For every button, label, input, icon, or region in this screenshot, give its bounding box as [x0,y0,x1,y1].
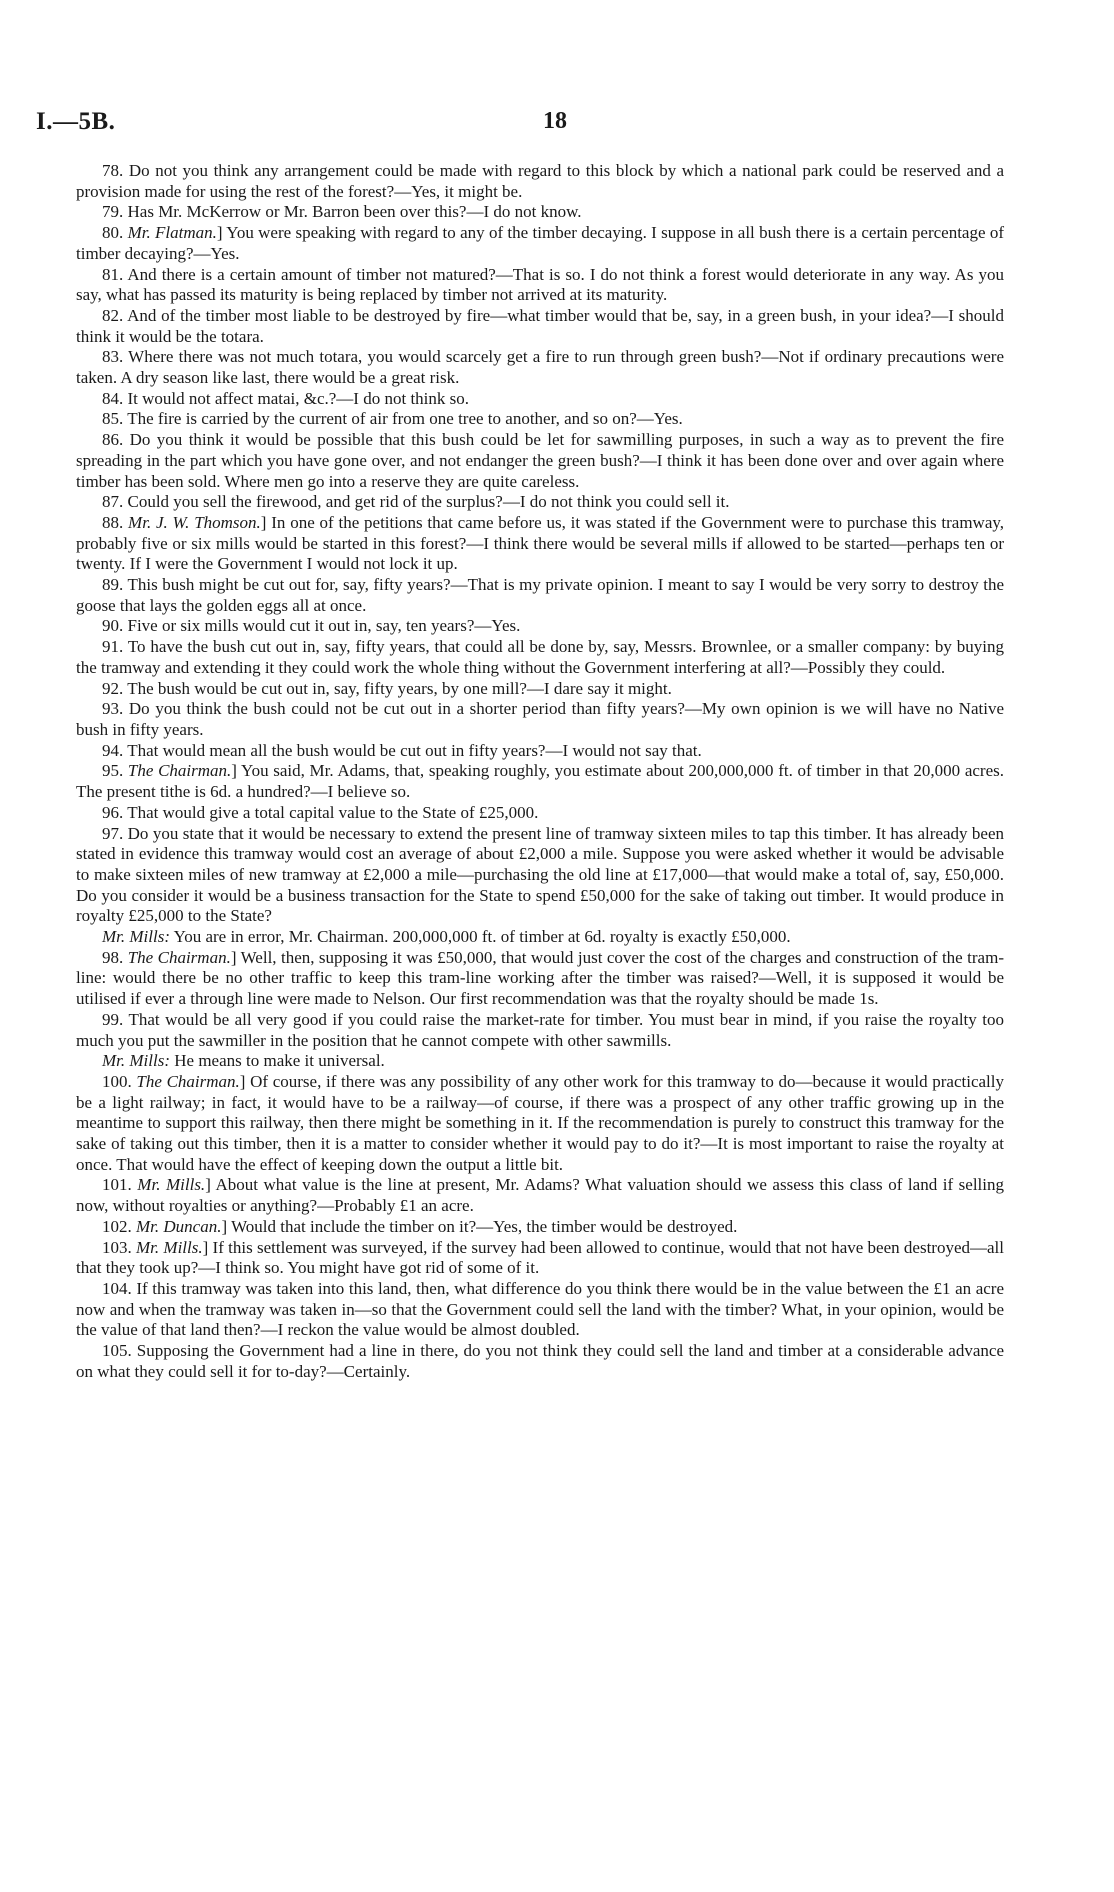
paragraph-text: 81. And there is a certain amount of timber not matured?—That is so. I do not think a forest would deteriorate in any way. As you say, what has passed its maturity is being replaced by timber not arrived at its maturity. [76,264,1004,305]
paragraph [76,389,1004,410]
paragraph [76,927,1004,948]
paragraph [76,492,1004,513]
paragraph [76,347,1004,388]
paragraph [76,1010,1004,1051]
paragraph-text: 105. Supposing the Government had a line in there, do you not think they could sell the land and timber at a considerable advance on what they could sell it for to-day?—Certainly. [76,1341,1004,1381]
paragraph-text: 97. Do you state that it would be necessary to extend the present line of tramway sixteen miles to tap this timber. It has already been stated in evidence this tramway would cost an average of about £2,000 a mile. Suppose you were asked whether it would be advisable to make sixteen miles of new tramway at £2,000 a mile—purchasing the old line at £17,000—that would make a total of, say, £50,000. Do you consider it would be a business transaction for the State to spend £50,000 for the sake of taking out timber. It would produce in royalty £25,000 to the State? [76,823,1004,926]
paragraph-text: ] About what value is the line at present, Mr. Adams? What valuation should we assess this class of land if selling now, without royalties or anything?—Probably £1 an acre. [76,1175,1004,1216]
page-header [36,108,1076,138]
paragraph-text: ] You were speaking with regard to any of the timber decaying. I suppose in all bush there is a certain percentage of timber decaying?—Yes. [76,223,1005,263]
paragraph [76,1279,1004,1341]
paragraph-text: 96. That would give a total capital value to the State of £25,000. [102,802,539,822]
paragraph-text: ] Of course, if there was any possibility of any other work for this tramway to do—because it would practically be a light railway; in fact, it would have to be a railway—of course, if there was a prospect of any other traffic growing up in the meantime to support this railway, then there might be something in it. If the recommendation is purely to construct this tramway for the sake of taking out this timber, then it is a matter to consider whether it would pay to do it?—It is most important to raise the royalty at once. That would have the effect of keeping down the output a little bit. [76,1071,1004,1174]
paragraph [76,409,1004,430]
paragraph-text: 87. Could you sell the firewood, and get rid of the surplus?—I do not think you could sell it. [102,492,730,512]
document-reference: I.—5B. [36,108,116,135]
speaker-name: Mr. Mills: [102,927,170,947]
paragraph [76,223,1004,264]
paragraph-text: 84. It would not affect matai, &c.?—I do not think so. [102,388,470,408]
speaker-name: The Chairman. [136,1071,240,1091]
paragraph [76,761,1004,802]
paragraph [76,637,1004,678]
paragraph-number: 100. [102,1071,137,1091]
paragraph-text: 83. Where there was not much totara, you would scarcely get a fire to run through green bush?—Not if ordinary precautions were taken. A dry season like last, there would be a great risk. [76,347,1004,388]
paragraph [76,306,1004,347]
paragraph [76,513,1004,575]
paragraph [76,741,1004,762]
paragraph-text: 82. And of the timber most liable to be destroyed by fire—what timber would that be, say, in a green bush, in your idea?—I should think it would be the totara. [76,305,1004,346]
paragraph [76,1217,1004,1238]
paragraph-text: ] In one of the petitions that came before us, it was stated if the Government were to purchase this tramway, probably five or six mills would be started in this forest?—I think there would be several mills if allowed to be started—perhaps ten or twenty. If I were the Government I would not lock it up. [76,512,1005,574]
speaker-name: Mr. Mills. [137,1175,206,1195]
paragraph-text: 79. Has Mr. McKerrow or Mr. Barron been over this?—I do not know. [102,202,582,222]
speaker-name: The Chairman. [127,761,232,781]
speaker-name: Mr. Mills: [102,1051,170,1071]
paragraph [76,699,1004,740]
speaker-name: Mr. Flatman. [127,223,217,243]
speaker-name: Mr. Mills. [136,1237,203,1257]
paragraph [76,948,1004,1010]
speaker-name: Mr. J. W. Thomson. [128,512,261,532]
paragraph [76,1175,1004,1216]
paragraph-text: 94. That would mean all the bush would be cut out in fifty years?—I would not say that. [102,740,702,760]
paragraph-number: 98. [102,947,128,967]
paragraph-number: 88. [102,512,129,532]
paragraph-text: ] Would that include the timber on it?—Yes, the timber would be destroyed. [221,1216,738,1236]
paragraph-text: 92. The bush would be cut out in, say, fifty years, by one mill?—I dare say it might. [102,678,672,698]
paragraph [76,1072,1004,1176]
paragraph [76,824,1004,928]
speaker-name: Mr. Duncan. [136,1216,222,1236]
paragraph-number: 80. [102,223,128,243]
paragraph [76,1341,1004,1382]
paragraph [76,265,1004,306]
paragraph-text: 86. Do you think it would be possible that this bush could be let for sawmilling purposes, in such a way as to prevent the fire spreading in the part which you have gone over, and not endanger the green bush?—I think it has been done over and over again where timber has been sold. Where men go into a reserve they are quite careless. [76,430,1004,491]
paragraph [76,430,1004,492]
paragraph-text: 90. Five or six mills would cut it out in, say, ten years?—Yes. [102,616,521,636]
paragraph [76,616,1004,637]
paragraph [76,803,1004,824]
paragraph-number: 95. [102,761,128,781]
paragraph-number: 103. [102,1237,137,1257]
paragraph-text: ] If this settlement was surveyed, if the survey had been allowed to continue, would that not have been destroyed—all that they took up?—I think so. You might have got rid of some of it. [76,1237,1004,1278]
paragraph-text: 104. If this tramway was taken into this land, then, what difference do you think there would be in the value between the £1 an acre now and when the tramway was taken in—so that the Government could sell the land with the timber? What, in your opinion, would be the value of that land then?—I reckon the value would be almost doubled. [76,1278,1004,1340]
paragraph-text: He means to make it universal. [170,1051,385,1071]
paragraph-text: 93. Do you think the bush could not be cut out in a shorter period than fifty years?—My own opinion is we will have no Native bush in fifty years. [76,699,1004,739]
paragraph [76,1051,1004,1072]
paragraph-text: 78. Do not you think any arrangement could be made with regard to this block by which a national park could be reserved and a provision made for using the rest of the forest?—Yes, it might be. [76,161,1004,201]
paragraph-text: ] Well, then, supposing it was £50,000, that would just cover the cost of the charges and construction of the tram-line: would there be no other traffic to keep this tram-line working after the timber was raised?—Well, it is supposed it would be utilised if ever a through line were made to Nelson. Our first recommendation was that the royalty should be made 1s. [76,947,1004,1009]
paragraph [76,202,1004,223]
paragraph-text: ] You said, Mr. Adams, that, speaking roughly, you estimate about 200,000,000 ft. of timber in that 20,000 acres. The present tithe is 6d. a hundred?—I believe so. [76,761,1004,802]
paragraph [76,161,1004,202]
paragraph-text: 89. This bush might be cut out for, say, fifty years?—That is my private opinion. I meant to say I would be very sorry to destroy the goose that lays the golden eggs all at once. [76,575,1004,615]
paragraph [76,575,1004,616]
paragraph-text: You are in error, Mr. Chairman. 200,000,000 ft. of timber at 6d. royalty is exactly £50,000. [170,927,791,947]
paragraph-text: 91. To have the bush cut out in, say, fifty years, that could all be done by, say, Messrs. Brownlee, or a smaller company: by buying the tramway and extending it they could work the whole thing without the Government interfering at all?—Possibly they could. [76,637,1004,677]
paragraph-number: 102. [102,1216,136,1236]
paragraph-number: 101. [102,1175,138,1195]
paragraph-text: 85. The fire is carried by the current of air from one tree to another, and so on?—Yes. [102,409,683,429]
document-body [76,161,1004,1382]
paragraph-text: 99. That would be all very good if you could raise the market-rate for timber. You must bear in mind, if you raise the royalty too much you put the sawmiller in the position that he cannot compete with other sawmills. [76,1009,1004,1050]
page-number: 18 [543,108,567,134]
paragraph [76,1238,1004,1279]
paragraph [76,679,1004,700]
speaker-name: The Chairman. [127,947,231,967]
